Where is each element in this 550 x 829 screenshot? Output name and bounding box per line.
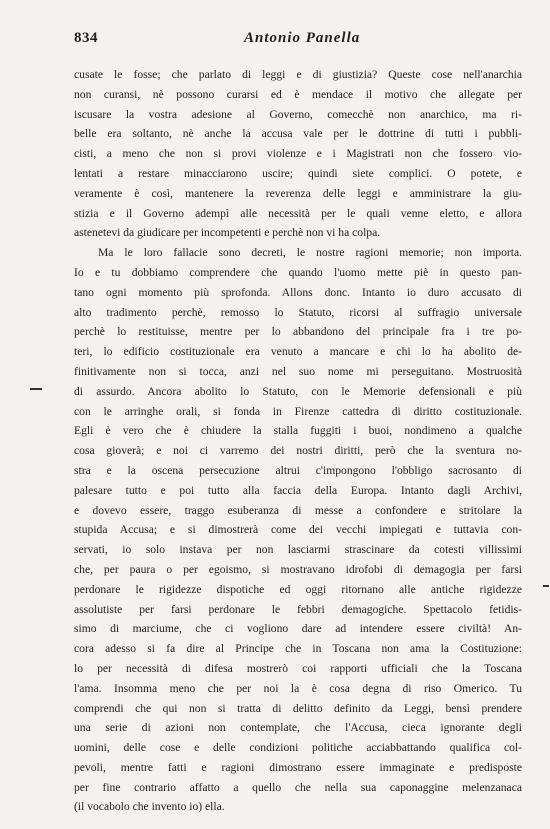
text-line: (il vocabolo che invento io) ella. [74,800,225,814]
text-line: stra e la oscena persecuzione altrui c'impongono l'obbligo sacrosanto di [74,463,522,477]
text-line: lo per necessità di difesa mostrerò coi rapporti ufficiali che la Toscana [74,661,522,675]
text-line: e dovevo essere, traggo esuberanza di messe a confondere e stritolare la [74,503,522,517]
text-line: Ma le loro fallacie sono decreti, le nostre ragioni memorie; non importa. [98,246,522,260]
text-line: simo di marciume, che ci vogliono dare ad intendere essere civiltà! An- [74,622,522,636]
text-line: teri, lo edificio costituzionale era venuto a mancare e chi lo ha abolito de- [74,345,522,359]
text-line: pevoli, mentre fatti e ragioni dimostrano essere immaginate e predisposte [74,760,522,774]
text-line: cisti, a meno che non si provi violenze e i Magistrati non che fossero vio- [74,147,522,161]
text-line: stizia e il Governo adempì alle necessità per le quali venne eletto, e allora [74,206,522,220]
text-line: alto tradimento perchè, remosso lo Statuto, ricorsi al suffragio universale [74,305,522,319]
text-line: lentati a restare minacciarono uscire; quindi siete complici. O potete, e [74,166,522,180]
text-line: palesare tutto e poi tutto alla faccia della Europa. Intanto dagli Archivi, [74,483,522,497]
text-line: perchè lo restituisse, mentre per lo abbandono del principale fra i tre po- [74,325,522,339]
page-number: 834 [74,30,98,46]
text-line: uomini, delle cose e delle condizioni politiche acciabbattando qualifica col- [74,741,522,755]
text-line: finitivamente non si tocca, anzi nel suo nome mi perseguitano. Mostruosità [74,364,522,378]
text-line: tano ogni momento più sprofonda. Allons donc. Intanto io duro accusato di [74,285,522,299]
text-line: stupida Accusa; e si dimostrerà come dei vecchi impiegati e tuttavia con- [74,523,522,537]
text-line: veramente è così, mantenere la reverenza delle leggi e amministrare la giu- [74,186,522,200]
text-line: iscusare la vostra adesione al Governo, comecchè non anarchico, ma ri- [74,107,522,121]
text-line: assolutiste per farsi perdonare le febbri demagogiche. Spettacolo fetidis- [74,602,522,616]
page-header [74,30,510,50]
margin-mark [30,388,42,390]
text-line: belle era soltanto, nè anche la accusa vale per le dottrine di tutti i pubbli- [74,127,522,141]
text-line: per fine contrario affatto a quello che nella sua caponaggine melenzanaca [74,780,522,794]
text-line: non curansi, nè possono curarsi ed è mendace il motivo che allegate per [74,87,522,101]
body-text [74,65,522,817]
margin-mark [543,585,549,587]
text-line: servati, io solo instava per non lasciarmi strascinare da cotesti villissimi [74,543,522,557]
running-head: Antonio Panella [244,30,361,46]
text-line: Egli è vero che è chiudere la stalla fuggiti i buoi, nondimeno a qualche [74,424,522,438]
text-line: perdonare le rigidezze dispotiche ed oggi ritornano alle antiche rigidezze [74,582,522,596]
text-line: Io e tu dobbiamo comprendere che quando l'uomo mette piè in questo pan- [74,265,522,279]
text-line: cosa gioverà; e noi ci varremo dei nostri diritti, però che la sventura no- [74,444,522,458]
text-line: comprendi che qui non si tratta di delitto definito da Leggi, bensì prendere [74,701,522,715]
text-line: che, per paura o per egoismo, si mostravano idrofobi di demagogia per farsi [74,562,522,576]
text-line: con le arringhe orali, si fonda in Firenze cattedra di diritto costituzionale. [74,404,522,418]
text-line: astenetevi da giudicare per incompetenti e perchè non vi ha colpa. [74,226,381,240]
text-line: cusate le fosse; che parlato di leggi e di giustizia? Queste cose nell'anarchia [74,68,522,81]
text-line: di assurdo. Ancora abolito lo Statuto, con le Memorie defensionali e più [74,384,522,398]
text-line: l'ama. Insomma meno che per noi la è cosa degna di riso Omerico. Tu [74,681,522,695]
text-line: cora adesso si fa dire al Principe che in Toscana non ama la Costituzione: [74,642,522,656]
text-line: una serie di azioni non contemplate, che l'Accusa, cieca ignorante degli [74,721,522,735]
